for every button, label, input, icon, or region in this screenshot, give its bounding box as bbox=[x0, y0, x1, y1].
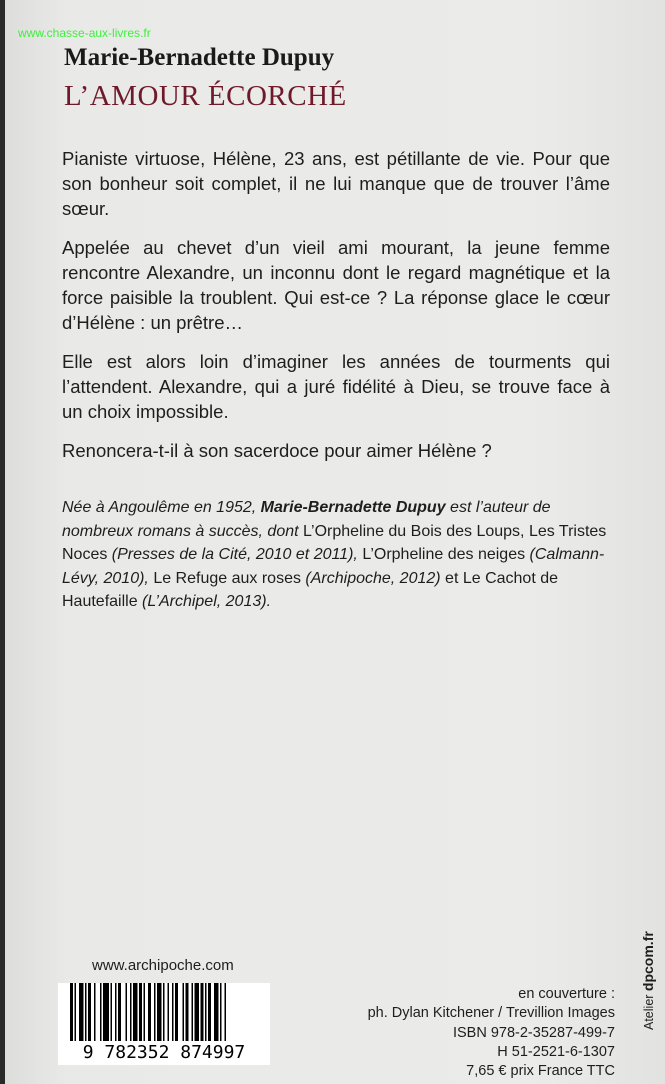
barcode-bar bbox=[100, 983, 102, 1041]
bio-text: et bbox=[445, 569, 459, 587]
barcode-bar bbox=[157, 983, 162, 1041]
barcode-bar bbox=[70, 983, 73, 1041]
bio-text: (Calmann-Lévy, 2010), bbox=[62, 546, 605, 587]
design-credit-label: Atelier bbox=[642, 994, 656, 1030]
barcode-bar bbox=[118, 983, 121, 1041]
design-credit bbox=[640, 931, 656, 1030]
barcode-bar bbox=[103, 983, 109, 1041]
barcode-bar bbox=[94, 983, 96, 1041]
barcode-bar bbox=[163, 983, 165, 1041]
barcode-digits: 9 782352 874997 bbox=[82, 1042, 246, 1063]
barcode-bar bbox=[214, 983, 219, 1041]
bio-text: (Presses de la Cité, 2010 et 2011), bbox=[107, 546, 363, 563]
barcode-bar bbox=[175, 983, 178, 1041]
barcode-bar bbox=[148, 983, 151, 1041]
barcode-bar bbox=[168, 983, 170, 1041]
price: 7,65 € prix France TTC bbox=[466, 1063, 615, 1080]
blurb-paragraph: Appelée au chevet d’un vieil ami mourant, la jeune femme rencontre Alexandre, un inconnu dont le regard magnétique et la force paisible la troublent. Qui est-ce ? La réponse glace le cœur d’Hélène : un prêtre… bbox=[62, 237, 610, 333]
blurb-paragraph: Pianiste virtuose, Hélène, 23 ans, est pétillante de vie. Pour que son bonheur soit complet, il ne lui manque que de trouver l’âme sœur. bbox=[62, 148, 610, 219]
bio-text: Née à Angoulême en 1952, bbox=[62, 499, 261, 516]
bio-text: (L’Archipel, 2013). bbox=[137, 593, 272, 610]
barcode-bar bbox=[183, 983, 185, 1041]
bio-text: est l’auteur de nombreux romans à succès, dont bbox=[62, 499, 551, 540]
barcode-bar bbox=[75, 983, 77, 1041]
blurb bbox=[62, 146, 610, 477]
barcode-bar bbox=[192, 983, 194, 1041]
barcode-bar bbox=[172, 983, 174, 1041]
barcode-bar bbox=[201, 983, 204, 1041]
barcode-bar bbox=[225, 983, 227, 1041]
barcode-bar bbox=[126, 983, 128, 1041]
barcode-bars bbox=[58, 983, 270, 1041]
cover-edge bbox=[0, 0, 5, 1084]
credit-line: en couverture : bbox=[518, 986, 615, 1002]
author-bio bbox=[62, 496, 614, 614]
barcode bbox=[58, 983, 270, 1065]
credits bbox=[368, 985, 615, 1081]
watermark: www.chasse-aux-livres.fr bbox=[18, 26, 151, 40]
barcode-bar bbox=[220, 983, 222, 1041]
product-code: H 51-2521-6-1307 bbox=[497, 1043, 615, 1060]
barcode-bar bbox=[139, 983, 142, 1041]
bio-text: (Archipoche, 2012) bbox=[300, 569, 446, 587]
barcode-bar bbox=[205, 983, 207, 1041]
blurb-paragraph: Renoncera-t-il à son sacerdoce pour aimer Hélène ? bbox=[62, 440, 492, 461]
isbn: ISBN 978-2-35287-499-7 bbox=[452, 1024, 615, 1041]
barcode-bar bbox=[130, 983, 132, 1041]
barcode-bar bbox=[88, 983, 91, 1041]
barcode-bar bbox=[111, 983, 113, 1041]
bio-book-title: Le Cachot de Hautefaille bbox=[62, 569, 559, 610]
barcode-bar bbox=[186, 983, 189, 1041]
barcode-bar bbox=[115, 983, 117, 1041]
bio-book-title: L’Orpheline des neiges bbox=[362, 546, 526, 563]
barcode-bar bbox=[195, 983, 200, 1041]
publisher-website: www.archipoche.com bbox=[92, 957, 234, 974]
book-title: L’AMOUR ÉCORCHÉ bbox=[64, 80, 347, 112]
blurb-paragraph: Elle est alors loin d’imaginer les années de tourments qui l’attendent. Alexandre, qui a juré fidélité à Dieu, se trouve face à un choix impossible. bbox=[62, 351, 610, 422]
bio-author-name: Marie-Bernadette Dupuy bbox=[260, 499, 446, 516]
barcode-bar bbox=[85, 983, 87, 1041]
barcode-bar bbox=[154, 983, 156, 1041]
barcode-bar bbox=[79, 983, 84, 1041]
author-name: Marie-Bernadette Dupuy bbox=[64, 44, 335, 71]
bio-book-title: L’Orpheline du Bois des Loups, Les Tristes Noces bbox=[62, 522, 607, 563]
bio-book-title: Le Refuge aux roses bbox=[153, 569, 301, 587]
barcode-bar bbox=[133, 983, 138, 1041]
barcode-bar bbox=[208, 983, 211, 1041]
barcode-bar bbox=[144, 983, 146, 1041]
credit-line: ph. Dylan Kitchener / Trevillion Images bbox=[367, 1005, 615, 1022]
design-credit-brand: dpcom.fr bbox=[640, 931, 656, 992]
